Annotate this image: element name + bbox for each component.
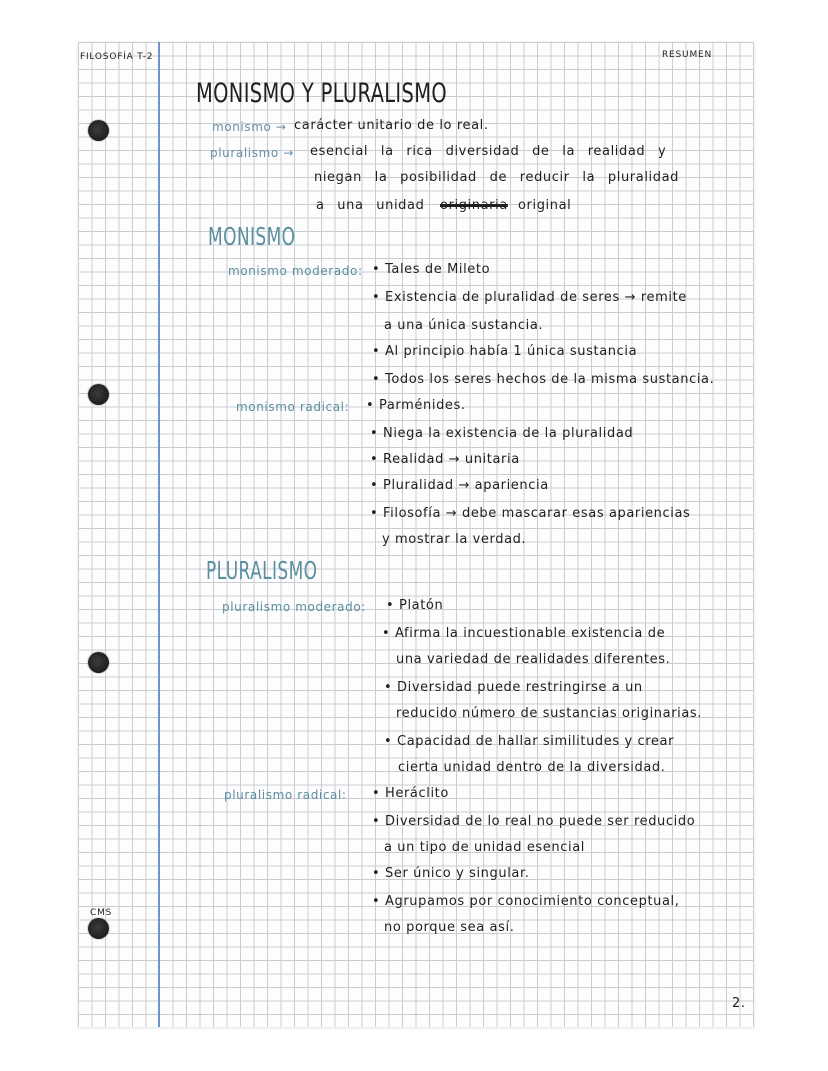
bullet-item: • Al principio había 1 única sustancia bbox=[372, 344, 638, 359]
binder-hole bbox=[88, 120, 109, 141]
bullet-continuation: una variedad de realidades diferentes. bbox=[396, 652, 671, 667]
definition-text: a una unidad bbox=[316, 198, 425, 213]
bullet-item: • Ser único y singular. bbox=[372, 866, 530, 881]
group-label: monismo moderado: bbox=[228, 264, 363, 278]
bullet-item: • Todos los seres hechos de la misma sustancia. bbox=[372, 372, 715, 387]
bullet-item: • Agrupamos por conocimiento conceptual, bbox=[372, 894, 680, 909]
section-heading: PLURALISMO bbox=[206, 556, 318, 585]
definition-text: original bbox=[518, 198, 572, 213]
bullet-item: • Tales de Mileto bbox=[372, 262, 491, 277]
page-title: MONISMO Y PLURALISMO bbox=[196, 78, 448, 109]
bullet-continuation: reducido número de sustancias originarias. bbox=[396, 706, 703, 721]
bullet-item: • Capacidad de hallar similitudes y crear bbox=[384, 734, 675, 749]
bullet-continuation: cierta unidad dentro de la diversidad. bbox=[398, 760, 666, 775]
binder-hole bbox=[88, 384, 109, 405]
summary-tag: RESUMEN bbox=[662, 50, 713, 60]
bullet-item: • Realidad → unitaria bbox=[370, 452, 520, 467]
binder-hole bbox=[88, 918, 109, 939]
margin-line bbox=[158, 42, 160, 1027]
bullet-item: • Niega la existencia de la pluralidad bbox=[370, 426, 634, 441]
definition-label: pluralismo → bbox=[210, 146, 294, 160]
notebook-page bbox=[78, 42, 754, 1027]
group-label: pluralismo moderado: bbox=[222, 600, 366, 614]
bullet-continuation: no porque sea así. bbox=[384, 920, 515, 935]
bullet-item: • Diversidad puede restringirse a un bbox=[384, 680, 643, 695]
bullet-item: • Filosofía → debe mascarar esas apariencias bbox=[370, 506, 691, 521]
subject-label: FILOSOFÍA T-2 bbox=[80, 52, 154, 62]
bullet-continuation: a un tipo de unidad esencial bbox=[384, 840, 585, 855]
group-label: monismo radical: bbox=[236, 400, 350, 414]
bullet-item: • Existencia de pluralidad de seres → remite bbox=[372, 290, 687, 305]
definition-label: monismo → bbox=[212, 120, 287, 134]
bullet-item: • Pluralidad → apariencia bbox=[370, 478, 549, 493]
binder-hole bbox=[88, 652, 109, 673]
crossed-out-word: originaria bbox=[440, 198, 508, 213]
group-label: pluralismo radical: bbox=[224, 788, 347, 802]
bullet-continuation: a una única sustancia. bbox=[384, 318, 544, 333]
bullet-item: • Platón bbox=[386, 598, 444, 613]
definition-text: esencial la rica diversidad de la realidad y bbox=[310, 144, 667, 159]
definition-text: carácter unitario de lo real. bbox=[294, 118, 489, 133]
bullet-item: • Parménides. bbox=[366, 398, 466, 413]
initials-note: CMS bbox=[90, 908, 113, 918]
section-heading: MONISMO bbox=[208, 222, 296, 251]
bullet-continuation: y mostrar la verdad. bbox=[382, 532, 527, 547]
definition-text: niegan la posibilidad de reducir la pluralidad bbox=[314, 170, 680, 185]
bullet-item: • Diversidad de lo real no puede ser reducido bbox=[372, 814, 696, 829]
bullet-item: • Heráclito bbox=[372, 786, 449, 801]
bullet-item: • Afirma la incuestionable existencia de bbox=[382, 626, 666, 641]
page-number: 2. bbox=[732, 996, 746, 1011]
